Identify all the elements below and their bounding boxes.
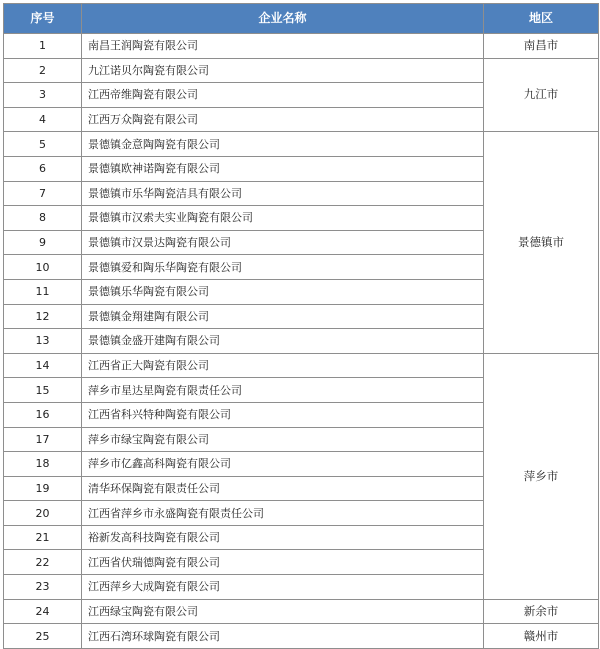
row-index: 3 (4, 83, 82, 108)
row-index: 10 (4, 255, 82, 280)
row-index: 15 (4, 378, 82, 403)
region-cell: 赣州市 (484, 624, 599, 649)
row-index: 9 (4, 230, 82, 255)
table-row (4, 624, 599, 649)
table-row (4, 34, 599, 59)
row-index: 6 (4, 156, 82, 181)
row-company: 江西帝维陶瓷有限公司 (82, 83, 484, 108)
row-company: 江西石湾环球陶瓷有限公司 (82, 624, 484, 649)
row-company: 景德镇金意陶陶瓷有限公司 (82, 132, 484, 157)
row-company: 景德镇金盛开建陶有限公司 (82, 329, 484, 354)
row-index: 24 (4, 599, 82, 624)
row-company: 江西萍乡大成陶瓷有限公司 (82, 575, 484, 600)
table-row (4, 58, 599, 83)
row-index: 25 (4, 624, 82, 649)
row-company: 江西万众陶瓷有限公司 (82, 107, 484, 132)
row-company: 江西省萍乡市永盛陶瓷有限责任公司 (82, 501, 484, 526)
row-company: 江西省科兴特种陶瓷有限公司 (82, 402, 484, 427)
row-company: 景德镇欧神诺陶瓷有限公司 (82, 156, 484, 181)
row-index: 7 (4, 181, 82, 206)
row-company: 江西省正大陶瓷有限公司 (82, 353, 484, 378)
header-index: 序号 (4, 4, 82, 34)
row-index: 16 (4, 402, 82, 427)
row-index: 23 (4, 575, 82, 600)
row-company: 南昌王润陶瓷有限公司 (82, 34, 484, 59)
company-table (3, 3, 599, 649)
region-cell: 南昌市 (484, 34, 599, 59)
row-company: 清华环保陶瓷有限责任公司 (82, 476, 484, 501)
region-cell: 萍乡市 (484, 353, 599, 599)
table-row (4, 132, 599, 157)
row-index: 5 (4, 132, 82, 157)
row-company: 景德镇乐华陶瓷有限公司 (82, 279, 484, 304)
row-index: 1 (4, 34, 82, 59)
row-company: 萍乡市亿鑫高科陶瓷有限公司 (82, 452, 484, 477)
region-cell: 景德镇市 (484, 132, 599, 353)
row-index: 14 (4, 353, 82, 378)
row-company: 景德镇金翔建陶有限公司 (82, 304, 484, 329)
row-index: 4 (4, 107, 82, 132)
row-company: 江西省伏瑞德陶瓷有限公司 (82, 550, 484, 575)
region-cell: 新余市 (484, 599, 599, 624)
row-index: 11 (4, 279, 82, 304)
row-index: 19 (4, 476, 82, 501)
row-company: 景德镇爱和陶乐华陶瓷有限公司 (82, 255, 484, 280)
row-index: 8 (4, 206, 82, 231)
table-row (4, 599, 599, 624)
row-index: 18 (4, 452, 82, 477)
row-company: 景德镇市汉景达陶瓷有限公司 (82, 230, 484, 255)
header-company: 企业名称 (82, 4, 484, 34)
row-index: 21 (4, 525, 82, 550)
row-index: 13 (4, 329, 82, 354)
row-company: 萍乡市星达星陶瓷有限责任公司 (82, 378, 484, 403)
region-cell: 九江市 (484, 58, 599, 132)
row-company: 裕新发高科技陶瓷有限公司 (82, 525, 484, 550)
table-header-row (4, 4, 599, 34)
row-company: 江西绿宝陶瓷有限公司 (82, 599, 484, 624)
row-company: 景德镇市汉索夫实业陶瓷有限公司 (82, 206, 484, 231)
row-company: 萍乡市绿宝陶瓷有限公司 (82, 427, 484, 452)
row-company: 景德镇市乐华陶瓷洁具有限公司 (82, 181, 484, 206)
row-index: 17 (4, 427, 82, 452)
row-company: 九江诺贝尔陶瓷有限公司 (82, 58, 484, 83)
row-index: 2 (4, 58, 82, 83)
table-row (4, 353, 599, 378)
row-index: 12 (4, 304, 82, 329)
row-index: 20 (4, 501, 82, 526)
header-region: 地区 (484, 4, 599, 34)
row-index: 22 (4, 550, 82, 575)
